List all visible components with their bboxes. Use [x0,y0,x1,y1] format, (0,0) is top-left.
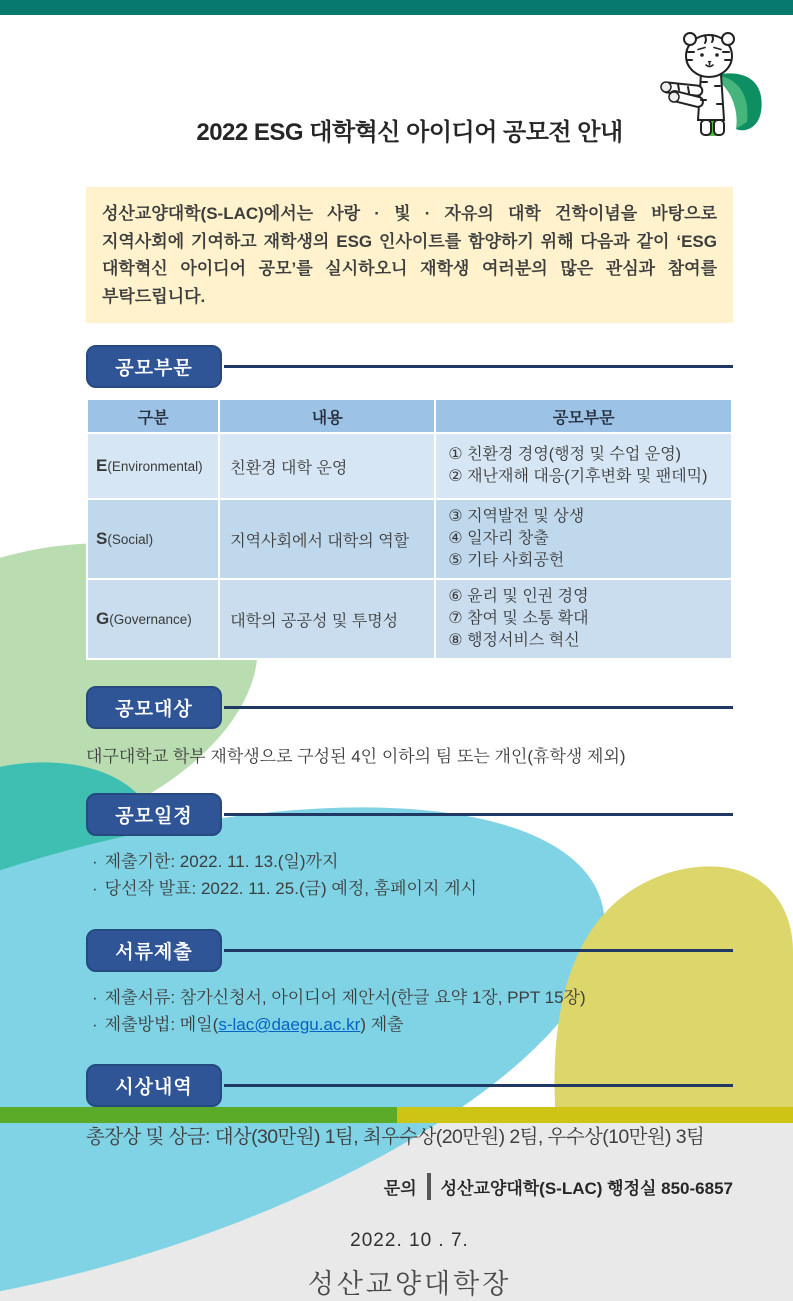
awards-text: 총장상 및 상금: 대상(30만원) 1팀, 최우수상(20만원) 2팀, 우수상(10만원) 3팀 [86,1125,705,1148]
signature: 성산교양대학장 [307,1268,512,1299]
contact-divider [427,1173,431,1200]
division-suffix: (Social) [107,532,154,548]
categories-rule [224,365,733,368]
categories-badge: 공모부문 [86,345,222,388]
eligibility-text: 대구대학교 학부 재학생으로 구성된 4인 이하의 팀 또는 개인(휴학생 제외) [86,747,626,767]
schedule-badge: 공모일정 [86,793,222,836]
schedule-list [86,848,733,902]
submission-rule [224,949,733,952]
awards-badge: 시상내역 [86,1064,222,1107]
header-division: 구분 [87,399,219,433]
table-row-social [87,499,732,579]
category-item: ① 친환경 경영(행정 및 수업 운영) [448,446,681,464]
intro-paragraph: 성산교양대학(S-LAC)에서는 사랑 · 빛 · 자유의 대학 건학이념을 바탕으로 지역사회에 기여하고 재학생의 ESG 인사이트를 함양하기 위해 다음과 같이 ‘ESG 대학혁신 아이디어 공모’를 실시하오니 재학생 여러분의 많은 관심과 참여를 부탁드립니다. [86,187,733,323]
division-suffix: (Environmental) [107,459,203,475]
schedule-rule [224,813,733,816]
submission-method-suffix: ) 제출 [360,1014,404,1034]
bullet-dot: · [92,1014,98,1034]
eligibility-rule [224,706,733,709]
top-accent-bar [0,0,793,15]
submission-method-prefix: 제출방법: 메일( [104,1014,219,1034]
submission-documents [86,984,733,1011]
submission-list [86,984,733,1038]
table-header-row [87,399,732,433]
category-item: ② 재난재해 대응(기후변화 및 팬데믹) [448,468,708,486]
contact-label: 문의 [383,1178,417,1198]
bullet-dot: · [92,987,98,1007]
division-suffix: (Governance) [109,612,192,628]
schedule-deadline [86,848,733,875]
section-submission-header [86,929,733,972]
category-item: ⑤ 기타 사회공헌 [448,552,565,570]
section-eligibility-header [86,686,733,729]
category-item: ⑧ 행정서비스 혁신 [448,632,580,650]
page-title: 2022 ESG 대학혁신 아이디어 공모전 안내 [196,119,623,146]
table-row-governance [87,579,732,659]
category-item: ③ 지역발전 및 상생 [448,508,585,526]
bottom-strip-green [0,1107,397,1123]
header-content: 내용 [219,399,435,433]
section-schedule-header [86,793,733,836]
submission-badge: 서류제출 [86,929,222,972]
category-item: ⑦ 참여 및 소통 확대 [448,610,589,628]
header-category: 공모부문 [435,399,732,433]
bullet-dot: · [92,852,98,872]
issue-date: 2022. 10 . 7. [350,1229,469,1251]
row-content: 친환경 대학 운영 [219,433,435,499]
schedule-announcement [86,875,733,902]
section-categories-header [86,345,733,388]
bullet-dot: · [92,879,98,899]
category-item: ⑥ 윤리 및 인권 경영 [448,588,589,606]
division-letter: E [96,456,108,476]
categories-table [86,398,733,660]
row-content: 지역사회에서 대학의 역할 [219,499,435,579]
bottom-strip-yellow [397,1107,793,1123]
category-item: ④ 일자리 창출 [448,530,549,548]
submission-method [86,1011,733,1038]
table-row-environmental [87,433,732,499]
submission-documents-text: 제출서류: 참가신청서, 아이디어 제안서(한글 요약 1장, PPT 15장) [104,987,586,1007]
schedule-deadline-text: 제출기한: 2022. 11. 13.(일)까지 [104,852,339,872]
section-awards-header [86,1064,733,1107]
division-letter: S [96,529,108,549]
email-link[interactable]: s-lac@daegu.ac.kr [218,1014,361,1034]
row-content: 대학의 공공성 및 투명성 [219,579,435,659]
contact-value: 성산교양대학(S-LAC) 행정실 850-6857 [440,1178,733,1198]
awards-rule [224,1084,733,1087]
contact-line [86,1173,733,1200]
division-letter: G [96,609,110,629]
schedule-announcement-text: 당선작 발표: 2022. 11. 25.(금) 예정, 홈페이지 게시 [104,879,477,899]
eligibility-badge: 공모대상 [86,686,222,729]
